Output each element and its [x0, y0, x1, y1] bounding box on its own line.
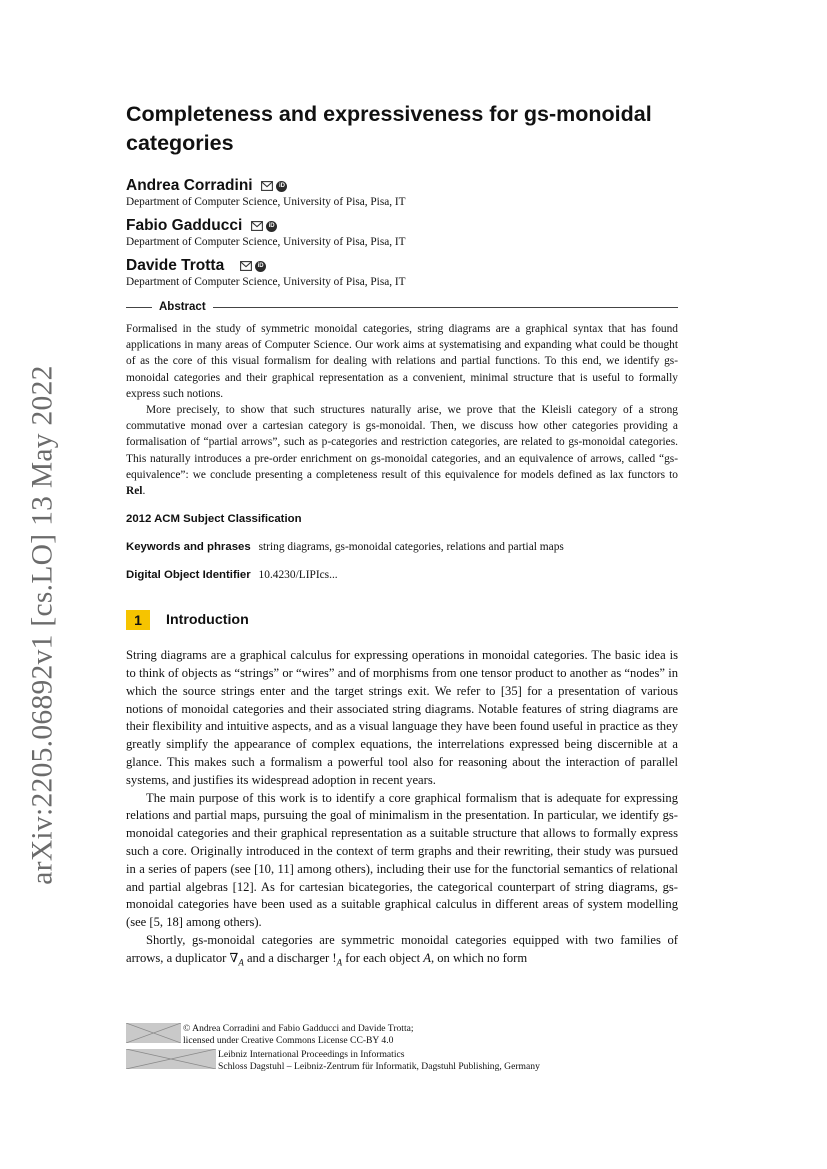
orcid-icon[interactable]: iD — [266, 221, 277, 232]
copyright-line: © Andrea Corradini and Fabio Gadducci and Davide Trotta; — [183, 1023, 414, 1034]
arxiv-identifier-stamp — [22, 355, 64, 895]
email-icon[interactable] — [251, 221, 263, 231]
author-list — [126, 176, 678, 290]
doi — [126, 568, 678, 583]
email-icon[interactable] — [261, 181, 273, 191]
object-symbol: A — [423, 950, 431, 965]
author-entry — [126, 216, 678, 250]
acm-classification — [126, 512, 678, 527]
email-icon[interactable] — [240, 261, 252, 271]
license-row — [126, 1023, 678, 1046]
author-name: Andrea Corradini — [126, 177, 253, 194]
body-paragraph: Shortly, gs-monoidal categories are symmetric monoidal categories equipped with two families of arrows, a duplicator $\nabla_A$ and a discharger $!_A$ for each object A, on which no form — [126, 932, 678, 968]
discharger-symbol: $!_A$ — [332, 950, 343, 968]
author-entry — [126, 256, 678, 290]
publisher-line: Schloss Dagstuhl – Leibniz-Zentrum für Informatik, Dagstuhl Publishing, Germany — [218, 1060, 540, 1072]
abstract-body — [126, 321, 678, 499]
abstract-rule-left — [126, 307, 152, 308]
doi-label: Digital Object Identifier — [126, 569, 251, 582]
rel-category: Rel — [126, 485, 143, 498]
publisher-row — [126, 1049, 678, 1072]
author-name: Fabio Gadducci — [126, 217, 243, 234]
introduction-body — [126, 647, 678, 972]
abstract-paragraph: Formalised in the study of symmetric monoidal categories, string diagrams are a graphical syntax that has found applications in many areas of Computer Science. Our work aims at systematising and expanding what could be thought of as the core of this visual formalism for dealing with relations and partial functions. To this end, we identify gs-monoidal categories and their graphical representation as a convenient, minimal structure that is useful to formally express such notions. — [126, 323, 678, 400]
abstract-rule-right — [213, 307, 678, 308]
paper-title: Completeness and expressiveness for gs-monoidal categories — [126, 102, 652, 155]
author-entry — [126, 176, 678, 210]
orcid-icon[interactable]: iD — [255, 261, 266, 272]
paper-first-page — [126, 100, 678, 972]
keywords-value: string diagrams, gs-monoidal categories, relations and partial maps — [258, 541, 564, 554]
license-footer — [126, 1023, 678, 1075]
body-paragraph: The main purpose of this work is to identify a core graphical formalism that is adequate for expressing relations and partial maps, pursuing the goal of minimalism in the presentation. In particular, we identify gs-monoidal categories and their graphical representation as a suitable structure that allows to formally express such a core. Originally introduced in the context of term graphs and their rewriting, their study was pursued in a series of papers (see [10, 11] among others), including their use for the functorial semantics of relational and partial algebras [12]. As for cartesian bicategories, the categorical counterpart of string diagrams, gs-monoidal categories have been used as a suitable graphical calculus in different areas of system modelling (see [5, 18] among others). — [126, 790, 678, 930]
abstract-paragraph: More precisely, to show that such structures naturally arise, we prove that the Kleisli category of a strong commutative monad over a cartesian category is gs-monoidal. Then, we discuss how other categories providing a formalisation of “partial arrows”, such as p-categories and restriction categories, are related to gs-monoidal categories. This naturally introduces a pre-order enrichment on gs-monoidal categories, and an equivalence of arrows, called “gs-equivalence”: we conclude presenting a completeness result of this equivalence for models defined as lax functors to Rel. — [126, 404, 678, 498]
abstract-heading — [126, 299, 678, 315]
series-line: Leibniz International Proceedings in Informatics — [218, 1049, 405, 1060]
acm-label: 2012 ACM Subject Classification — [126, 513, 302, 526]
lipics-logo — [126, 1049, 216, 1069]
arxiv-id-text: arXiv:2205.06892v1 [cs.LO] 13 May 2022 — [26, 365, 59, 885]
author-affiliation: Department of Computer Science, University of Pisa, Pisa, IT — [126, 236, 406, 248]
section-title: Introduction — [166, 611, 249, 628]
keywords — [126, 540, 678, 555]
license-line: licensed under Creative Commons License CC-BY 4.0 — [183, 1034, 394, 1046]
author-name: Davide Trotta — [126, 257, 225, 274]
abstract-label: Abstract — [159, 301, 206, 313]
author-affiliation: Department of Computer Science, University of Pisa, Pisa, IT — [126, 276, 406, 288]
body-paragraph: String diagrams are a graphical calculus for expressing operations in monoidal categories. The basic idea is to think of objects as “strings” or “wires” and of morphisms from one tensor product to another as “nodes” in which the source strings enter and the target strings exit. We refer to [35] for a presentation of various notions of monoidal categories and their associated string diagrams. Notable features of string diagrams are their flexibility and intuitive aspects, and as a visual language they have been found useful in practice as they greatly simplify the appearance of complex equations, the interrelations expressed being discernible at a glance. This makes such a formalism a powerful tool also for reasoning about the interaction of parallel systems, and justifies its widespread adoption in recent years. — [126, 648, 678, 787]
section-heading — [126, 609, 678, 630]
author-affiliation: Department of Computer Science, University of Pisa, Pisa, IT — [126, 196, 406, 208]
cc-by-logo — [126, 1023, 181, 1043]
keywords-label: Keywords and phrases — [126, 541, 251, 554]
doi-value[interactable]: 10.4230/LIPIcs... — [258, 569, 338, 582]
duplicator-symbol: $\nabla_A$ — [229, 950, 244, 968]
orcid-icon[interactable]: iD — [276, 181, 287, 192]
section-number: 1 — [126, 610, 150, 630]
